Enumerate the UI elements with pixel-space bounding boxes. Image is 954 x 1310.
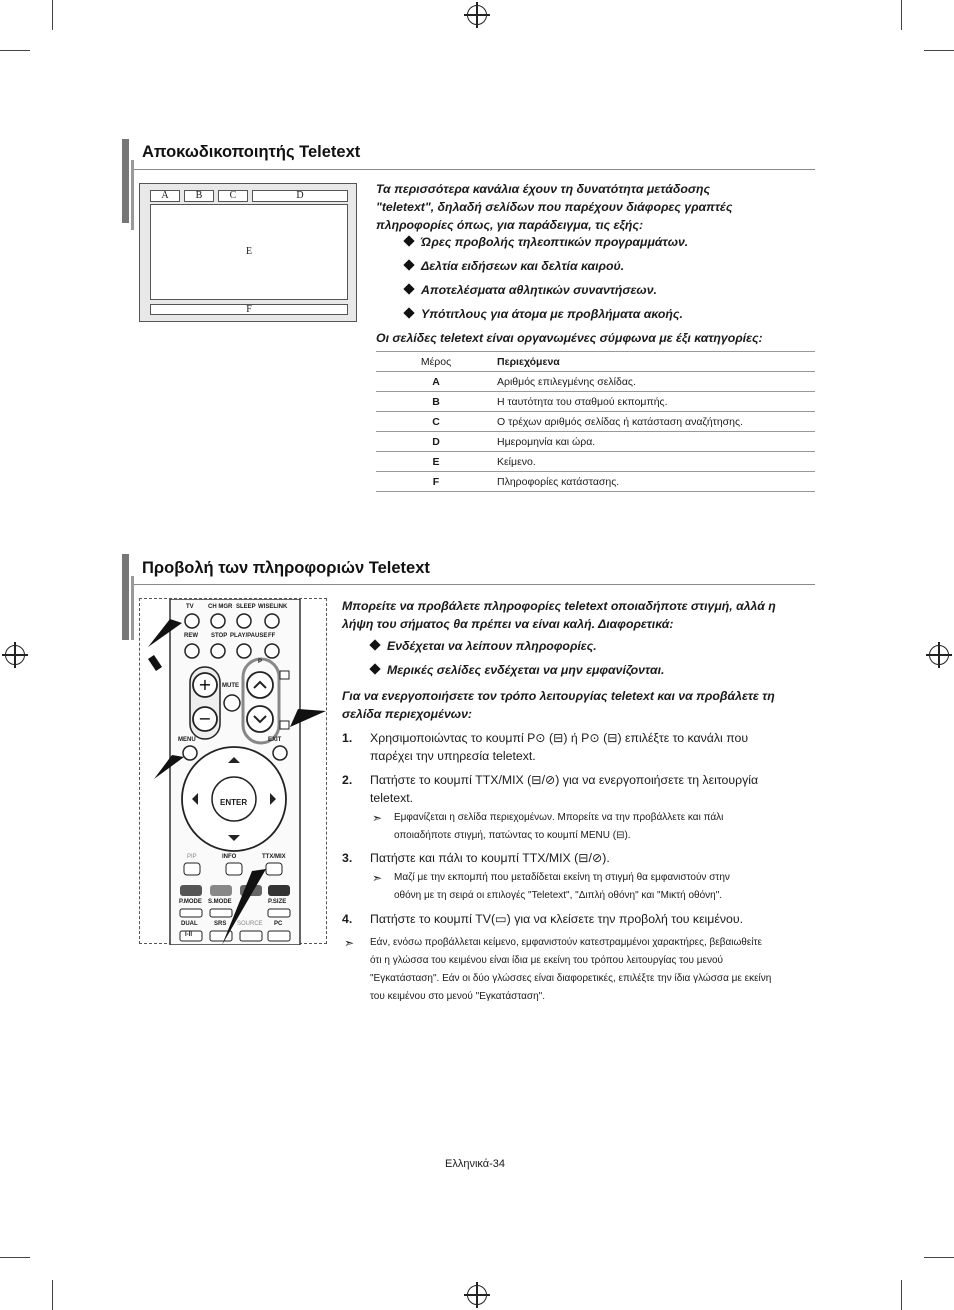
intro-line: Τα περισσότερα κανάλια έχουν τη δυνατότητα μετάδοσης xyxy=(376,182,711,196)
table-row xyxy=(376,392,815,412)
remote-label-pc: PC xyxy=(274,921,283,927)
table-cell: Η ταυτότητα του σταθμού εκπομπής. xyxy=(496,392,815,412)
bullet-item xyxy=(405,307,683,321)
table-cell: D xyxy=(376,432,496,452)
svg-text:−: − xyxy=(198,709,212,728)
remote-label-enter: ENTER xyxy=(220,798,248,807)
note-arrow-icon: ➣ xyxy=(372,811,383,825)
svg-text:+: + xyxy=(198,675,212,694)
table-row xyxy=(376,452,815,472)
diagram-part-d: D xyxy=(252,190,348,202)
table-cell: F xyxy=(376,472,496,492)
table-header-row xyxy=(376,352,815,372)
table-header: Περιεχόμενα xyxy=(496,352,815,372)
remote-control-icon xyxy=(140,599,328,945)
note-line: Εάν, ενόσω προβάλλεται κείμενο, εμφανιστούν κατεστραμμένοι χαρακτήρες, βεβαιωθείτε xyxy=(370,937,762,948)
intro-line: "teletext", δηλαδή σελίδων που παρέχουν διάφορες γραπτές xyxy=(376,200,733,214)
teletext-diagram xyxy=(139,183,357,322)
bullet-item xyxy=(405,235,688,249)
remote-label-stop: STOP xyxy=(211,633,228,639)
intro-line: Μπορείτε να προβάλετε πληροφορίες teletext οποιαδήποτε στιγμή, αλλά η xyxy=(342,599,776,613)
table-cell: Ο τρέχων αριθμός σελίδας ή κατάσταση αναζήτησης. xyxy=(496,412,815,432)
remote-label-play: PLAY/PAUSE xyxy=(230,633,268,639)
crop-mark xyxy=(901,1280,902,1310)
step-line: Πατήστε και πάλι το κουμπί TTX/MIX (⊟/⊘). xyxy=(370,851,610,865)
section-title: Αποκωδικοποιητής Teletext xyxy=(142,143,361,161)
page-number: Ελληνικά-34 xyxy=(445,1158,506,1170)
table-cell: C xyxy=(376,412,496,432)
note-line: Εμφανίζεται η σελίδα περιεχομένων. Μπορείτε να την προβάλλετε και πάλι xyxy=(394,812,724,823)
note-text xyxy=(394,809,723,845)
note-line: οθόνη με τη σειρά οι επιλογές "Teletext", "Διπλή οθόνη" και "Μικτή οθόνη". xyxy=(394,890,723,901)
diagram-part-b: B xyxy=(184,190,214,202)
crop-mark xyxy=(924,50,954,51)
step-text xyxy=(370,729,790,765)
table-row xyxy=(376,432,815,452)
diagram-part-c: C xyxy=(218,190,248,202)
remote-label-info: INFO xyxy=(222,854,237,860)
section-rule xyxy=(134,584,815,585)
remote-label-chmgr: CH MGR xyxy=(208,604,233,610)
section-bar xyxy=(131,576,134,640)
section-bar xyxy=(122,554,129,640)
step-3 xyxy=(342,849,817,867)
step-line: Πατήστε το κουμπί TV(▭) για να κλείσετε την προβολή του κειμένου. xyxy=(370,912,743,926)
table-cell: Ημερομηνία και ώρα. xyxy=(496,432,815,452)
categories-text: Οι σελίδες teletext είναι οργανωμένες σύμφωνα με έξι κατηγορίες: xyxy=(376,331,763,345)
remote-label-psize: P.SIZE xyxy=(268,899,287,905)
diagram-part-f: F xyxy=(150,304,348,315)
remote-label-menu: MENU xyxy=(178,737,196,743)
step-number: 1. xyxy=(342,731,353,745)
remote-label-mute: MUTE xyxy=(222,683,239,689)
remote-label-ff: FF xyxy=(268,633,276,639)
step-line: teletext. xyxy=(370,791,414,805)
table-cell: Κείμενο. xyxy=(496,452,815,472)
crop-mark xyxy=(52,0,53,30)
table-cell: Πληροφορίες κατάστασης. xyxy=(496,472,815,492)
remote-label-dual: DUAL xyxy=(181,921,198,927)
table-cell: A xyxy=(376,372,496,392)
table-row xyxy=(376,472,815,492)
remote-label-dual-sub: I-II xyxy=(185,932,192,938)
diamond-bullet-icon xyxy=(403,235,414,246)
section-title: Προβολή των πληροφοριών Teletext xyxy=(142,559,430,577)
remote-label-wiselink: WISELINK xyxy=(258,604,288,610)
enable-line: σελίδα περιεχομένων: xyxy=(342,707,473,721)
final-note xyxy=(344,934,814,1006)
step-4 xyxy=(342,910,817,928)
note-text xyxy=(394,869,730,905)
remote-label-ttxmix: TTX/MIX xyxy=(262,854,286,860)
bullet-item xyxy=(405,259,624,273)
table-row xyxy=(376,372,815,392)
step-line: παρέχει την υπηρεσία teletext. xyxy=(370,749,536,763)
diamond-bullet-icon xyxy=(369,663,380,674)
step-line: Χρησιμοποιώντας το κουμπί P⊙ (⊟) ή P⊙ (⊟) επιλέξτε το κανάλι που xyxy=(370,731,749,745)
crop-mark xyxy=(52,1280,53,1310)
remote-label-tv: TV xyxy=(186,604,194,610)
bullet-item xyxy=(371,663,664,677)
step-2 xyxy=(342,771,817,807)
intro-line: λήψη του σήματος θα πρέπει να είναι καλή. Διαφορετικά: xyxy=(342,617,674,631)
section-bar xyxy=(131,160,134,230)
note-text xyxy=(370,934,771,1006)
crop-mark xyxy=(924,1257,954,1258)
remote-label-rew: REW xyxy=(184,633,198,639)
section-rule xyxy=(134,169,815,170)
bullet-text: Ενδέχεται να λείπουν πληροφορίες. xyxy=(387,639,597,653)
bullet-text: Δελτία ειδήσεων και δελτία καιρού. xyxy=(421,259,625,273)
remote-label-pmode: P.MODE xyxy=(179,899,202,905)
table-row xyxy=(376,412,815,432)
bullet-text: Αποτελέσματα αθλητικών συναντήσεων. xyxy=(421,283,657,297)
section2-intro xyxy=(342,597,817,633)
diamond-bullet-icon xyxy=(403,307,414,318)
crop-mark xyxy=(0,50,30,51)
diamond-bullet-icon xyxy=(369,639,380,650)
crop-mark xyxy=(901,0,902,30)
step-text xyxy=(370,849,790,867)
table-cell: B xyxy=(376,392,496,412)
table-header: Μέρος xyxy=(376,352,496,372)
intro-line: πληροφορίες όπως, για παράδειγμα, τις εξής: xyxy=(376,218,644,232)
step-number: 2. xyxy=(342,773,353,787)
step-number: 3. xyxy=(342,851,353,865)
diamond-bullet-icon xyxy=(403,259,414,270)
bullet-text: Υπότιτλους για άτομα με προβλήματα ακοής. xyxy=(421,307,683,321)
registration-mark-icon xyxy=(929,645,949,665)
diagram-part-e: E xyxy=(150,204,348,300)
note-line: ότι η γλώσσα του κειμένου είναι ίδια με εκείνη του τρόπου λειτουργίας του μενού xyxy=(370,955,724,966)
note-line: οποιαδήποτε στιγμή, πατώντας το κουμπί MENU (⊟). xyxy=(394,830,631,841)
remote-label-sleep: SLEEP xyxy=(236,604,256,610)
remote-control-illustration xyxy=(139,598,327,944)
note-arrow-icon: ➣ xyxy=(344,936,355,950)
parts-table xyxy=(376,351,815,492)
step-text xyxy=(370,771,790,807)
bullet-item xyxy=(371,639,597,653)
table-cell: Αριθμός επιλεγμένης σελίδας. xyxy=(496,372,815,392)
remote-label-source: SOURCE xyxy=(237,921,263,927)
remote-label-pip: PIP xyxy=(187,854,197,860)
registration-mark-icon xyxy=(467,1285,487,1305)
remote-label-smode: S.MODE xyxy=(208,899,232,905)
bullet-text: Ώρες προβολής τηλεοπτικών προγραμμάτων. xyxy=(421,235,689,249)
note-line: του κειμένου στο μενού "Εγκατάσταση". xyxy=(370,991,545,1002)
enable-text xyxy=(342,687,817,723)
step-text xyxy=(370,910,790,928)
enable-line: Για να ενεργοποιήσετε τον τρόπο λειτουργίας teletext και να προβάλετε τη xyxy=(342,689,775,703)
intro-text xyxy=(376,180,816,234)
remote-label-srs: SRS xyxy=(214,921,227,927)
bullet-text: Μερικές σελίδες ενδέχεται να μην εμφανίζονται. xyxy=(387,663,665,677)
step-1 xyxy=(342,729,817,765)
note-arrow-icon: ➣ xyxy=(372,871,383,885)
bullet-item xyxy=(405,283,657,297)
table-cell: E xyxy=(376,452,496,472)
registration-mark-icon xyxy=(5,645,25,665)
note-line: "Εγκατάσταση". Εάν οι δύο γλώσσες είναι διαφορετικές, επιλέξτε την ίδια γλώσσα με εκείνη xyxy=(370,973,772,984)
note-step-2 xyxy=(372,809,812,845)
section-bar xyxy=(122,139,129,223)
diagram-part-a: A xyxy=(150,190,180,202)
registration-mark-icon xyxy=(467,5,487,25)
diamond-bullet-icon xyxy=(403,283,414,294)
step-number: 4. xyxy=(342,912,353,926)
step-line: Πατήστε το κουμπί TTX/MIX (⊟/⊘) για να ενεργοποιήσετε τη λειτουργία xyxy=(370,773,759,787)
crop-mark xyxy=(0,1257,30,1258)
note-step-3 xyxy=(372,869,812,905)
remote-label-p: P xyxy=(258,659,263,665)
note-line: Μαζί με την εκπομπή που μεταδίδεται εκείνη τη στιγμή θα εμφανιστούν στην xyxy=(394,872,730,883)
remote-label-exit: EXIT xyxy=(268,737,282,743)
